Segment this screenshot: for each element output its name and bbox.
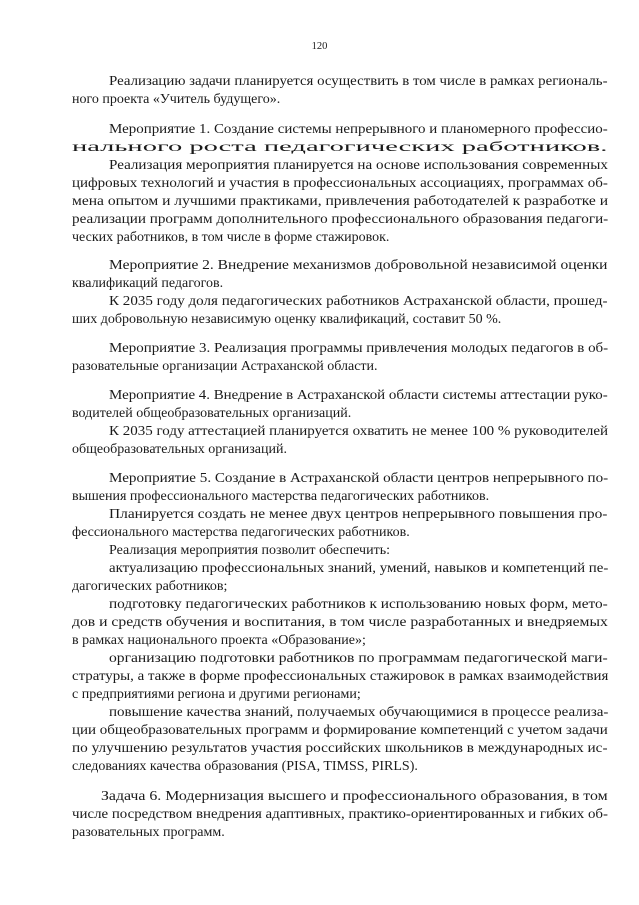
text-line: Мероприятие 3. Реализация программы привлечения молодых педагогов в об- xyxy=(109,341,609,356)
text-line: нального роста педагогических работников. xyxy=(72,140,608,155)
text-line: подготовку педагогических работников к использованию новых форм, мето- xyxy=(109,597,608,612)
text-line: квалификаций педагогов. xyxy=(72,276,224,291)
text-line: актуализацию профессиональных знаний, умений, навыков и компетенций пе- xyxy=(109,561,609,576)
text-line: ческих работников, в том числе в форме стажировок. xyxy=(72,230,390,245)
text-line: повышение качества знаний, получаемых обучающимися в процессе реализа- xyxy=(109,705,609,720)
text-line: ших добровольную независимую оценку квалификаций, составит 50 %. xyxy=(72,312,502,327)
text-line: Задача 6. Модернизация высшего и профессионального образования, в том xyxy=(101,789,608,804)
text-line: разовательные организации Астраханской области. xyxy=(72,359,378,374)
text-line: организацию подготовки работников по программам педагогической маги- xyxy=(109,651,608,666)
text-line: дов и средств обучения и воспитания, в том числе разработанных и внедряемых xyxy=(72,615,608,630)
text-line: Реализацию задачи планируется осуществить в том числе в рамках региональ- xyxy=(109,74,608,89)
text-line: реализации программ дополнительного профессионального образования педагоги- xyxy=(72,212,609,227)
text-line: Мероприятие 1. Создание системы непрерывного и планомерного профессио- xyxy=(109,122,608,137)
text-line: числе посредством внедрения адаптивных, практико-ориентированных и гибких об- xyxy=(72,807,608,822)
text-line: по улучшению результатов участия российских школьников в международных ис- xyxy=(72,741,608,756)
page-number: 120 xyxy=(311,41,328,52)
text-line: К 2035 году аттестацией планируется охватить не менее 100 % руководителей xyxy=(109,424,609,439)
text-line: в рамках национального проекта «Образование»; xyxy=(72,633,366,648)
text-line: вышения профессионального мастерства педагогических работников. xyxy=(72,489,490,504)
text-line: Мероприятие 2. Внедрение механизмов добровольной независимой оценки xyxy=(109,258,608,273)
text-line: с предприятиями региона и другими регионами; xyxy=(72,687,361,702)
text-line: водителей общеобразовательных организаций. xyxy=(72,406,352,421)
text-line: цифровых технологий и участия в профессиональных ассоциациях, программах об- xyxy=(72,176,608,191)
text-line: следованиях качества образования (PISA, TIMSS, PIRLS). xyxy=(72,759,418,774)
text-line: Реализация мероприятия планируется на основе использования современных xyxy=(109,158,608,173)
text-line: Мероприятие 4. Внедрение в Астраханской области системы аттестации руко- xyxy=(109,388,608,403)
text-line: общеобразовательных организаций. xyxy=(72,442,287,457)
text-line: мена опытом и лучшими практиками, привлечения работодателей к разработке и xyxy=(72,194,609,209)
text-line: стратуры, а также в форме профессиональных стажировок в рамках взаимодействия xyxy=(72,669,609,684)
text-line: ции общеобразовательных программ и формирование компетенций с учетом задачи xyxy=(72,723,608,738)
text-line: К 2035 году доля педагогических работников Астраханской области, прошед- xyxy=(109,294,608,309)
text-line: ного проекта «Учитель будущего». xyxy=(72,92,281,107)
text-line: Мероприятие 5. Создание в Астраханской области центров непрерывного по- xyxy=(109,471,609,486)
text-line: фессионального мастерства педагогических работников. xyxy=(72,525,410,540)
text-line: дагогических работников; xyxy=(72,579,228,594)
text-line: разовательных программ. xyxy=(72,825,225,840)
text-line: Реализация мероприятия позволит обеспечить: xyxy=(109,543,390,558)
text-line: Планируется создать не менее двух центров непрерывного повышения про- xyxy=(109,507,608,522)
